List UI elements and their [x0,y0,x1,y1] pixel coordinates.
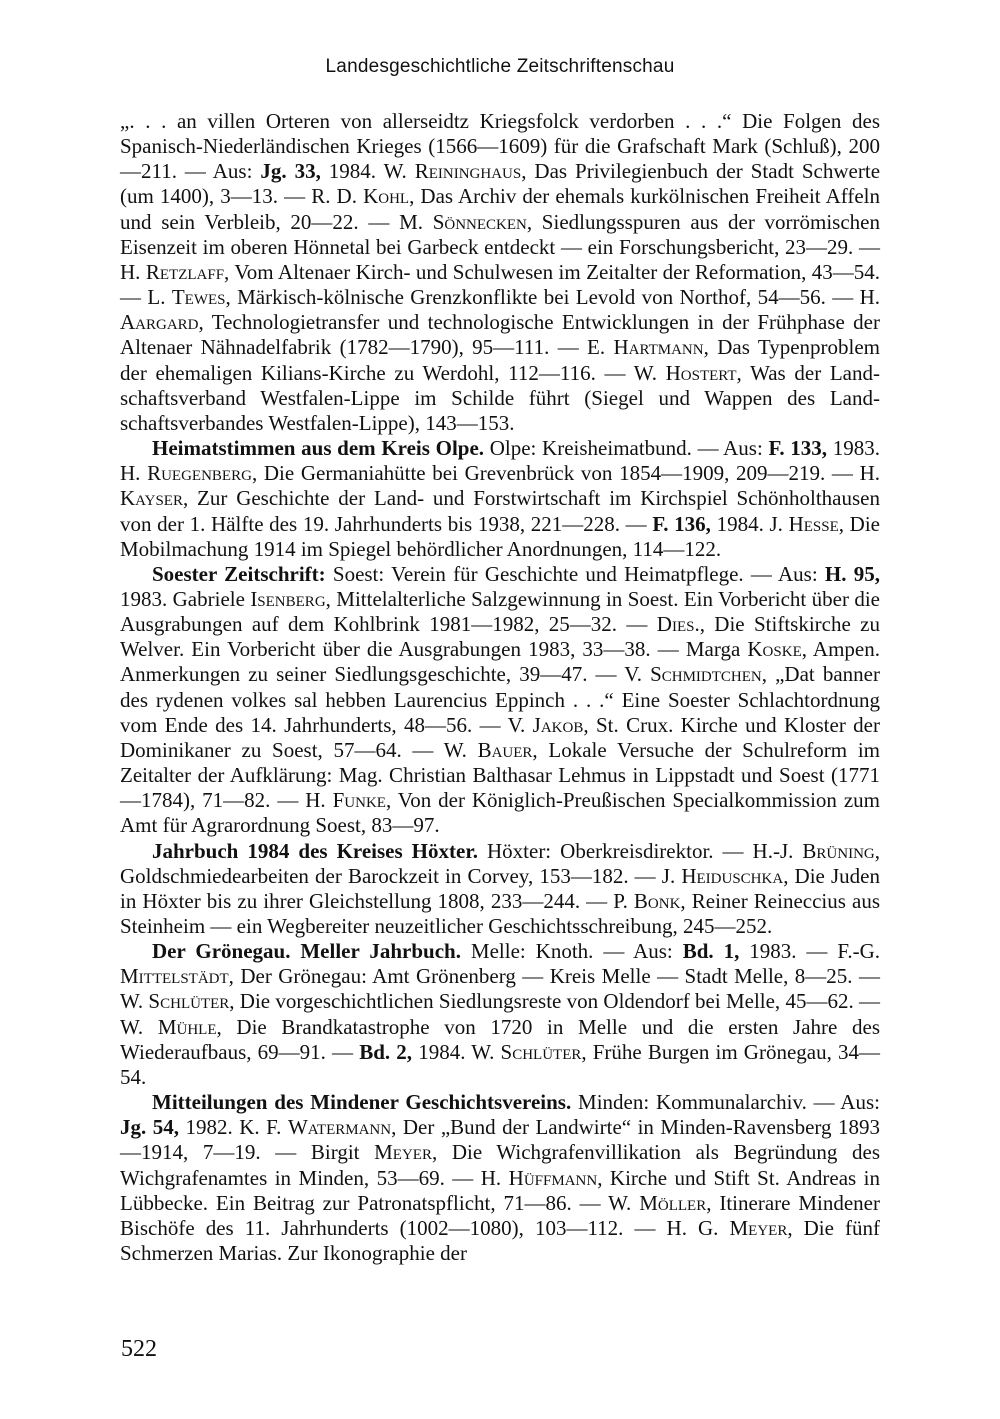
author-name: Brüning [802,838,875,863]
author-name: Tewes [171,285,226,310]
author-name: Dies. [656,612,700,637]
author-name: Meyer [374,1140,432,1165]
journal-title: Soester Zeitschrift: [152,561,326,586]
bibliography-entry [120,562,880,839]
volume-ref: Bd. 2, [359,1039,413,1064]
entry-text: , Die Germaniahütte bei Grevenbrück von 1854—1909, 209—219. — H. [251,461,880,486]
entry-text: , Reiner Reineccius aus Steinheim — ein Wegbereiter neuzeitlicher Geschichtsschreibung, 245—252. [120,888,880,938]
entry-text: , Die vorgeschichtlichen Siedlungsreste von Oldendorf bei Melle, 45—62. — W. [120,989,880,1039]
entry-text: , Die Stiftskirche zu Welver. Ein Vorbericht über die Ausgrabungen 1983, 33—38. — Marga [120,612,880,662]
entry-text: , Das Typenproblem der ehemaligen Kilians-Kirche zu Werdohl, 112—116. — W. [120,335,880,385]
volume-ref: Jg. 33, [260,159,321,184]
running-head: Landesgeschichtliche Zeitschriftenschau [325,56,675,77]
entry-text: Höxter: Oberkreisdirektor. — H.-J. [477,838,803,863]
volume-ref: Bd. 1, [682,939,740,964]
author-name: Meyer [729,1215,788,1240]
entry-text: „. . . an villen Orteren von allerseidtz Kriegsfolck verdorben . . .“ Die Folgen des Spanisch-Niederländischen Krieges (1566—1609) für die Grafschaft Mark (Schluß), 200—211. — Aus: [120,109,880,184]
author-name: Isenberg [250,586,326,611]
bibliography-entry [120,939,880,1090]
author-name: Jakob [532,712,584,737]
author-name: Möller [639,1190,707,1215]
entry-text: , Die fünf Schmerzen Marias. Zur Ikonographie der [120,1215,880,1266]
entry-text: 1982. K. F. [179,1115,288,1140]
author-name: Schlüter [500,1039,582,1064]
author-name: Watermann [287,1115,392,1140]
entry-text: , Die Mobilmachung 1914 im Spiegel behördlicher Anordnungen, 114—122. [120,511,880,561]
entry-text: , Mittelalterliche Salzgewinnung in Soest. Ein Vorbericht über die Ausgrabungen auf dem Kohlbrink 1981—1982, 25—32. — [120,586,880,637]
entry-text: , Ampen. Anmerkungen zu seiner Siedlungsgeschichte, 39—47. — V. [120,637,880,687]
volume-ref: F. 136, [652,511,711,536]
bibliography-entry [120,436,880,562]
author-name: Hüffmann [508,1165,598,1190]
entry-text: , Was der Landschaftsverband Westfalen-Lippe im Schilde führt (Siegel und Wappen des Landschaftsverbandes Westfalen-Lippe), 143—153. [120,360,880,435]
volume-ref: H. 95, [824,561,880,586]
entry-text: Melle: Knoth. — Aus: [460,939,683,964]
author-name: Koske [747,637,802,662]
author-name: Reininghaus [414,159,522,184]
entry-text: , St. Crux. Kirche und Kloster der Dominikaner zu Soest, 57—64. — W. [120,712,880,762]
entry-text: , Goldschmiedearbeiten der Barockzeit in Corvey, 153—182. — J. [120,838,880,888]
entry-text: Olpe: Kreisheimatbund. — Aus: [484,436,769,461]
author-name: Mittelstädt [120,964,229,989]
entry-text: , Die Juden in Höxter bis zu ihrer Gleichstellung 1808, 233—244. — P. [120,863,880,913]
author-name: Funke [332,788,386,813]
entry-text: , „Dat banner des rydenen volkes sal hebben Laurencius Eppinch . . .“ Eine Soester Schlachtordnung vom Ende des 14. Jahrhunderts, 48—56. — V. [120,662,880,737]
author-name: Schlüter [148,989,230,1014]
entry-text: , Zur Geschichte der Land- und Forstwirtschaft im Kirchspiel Schönholthausen von der 1. Hälfte des 19. Jahrhunderts bis 1938, 221—228. — [120,486,880,536]
entry-text: , Kirche und Stift St. Andreas in Lübbecke. Ein Beitrag zur Patronatspflicht, 71—86. — W. [120,1165,880,1215]
entry-text: , Der „Bund der Landwirte“ in Minden-Ravensberg 1893—1914, 7—19. — Birgit [120,1115,881,1165]
entry-text: , Technologietransfer und technologische Entwicklungen in der Frühphase der Altenaer Nähnadelfabrik (1782—1790), 95—111. — E. [120,310,880,360]
entry-text: , Lokale Versuche der Schulreform im Zeitalter der Aufklärung: Mag. Christian Balthasar Lehmus in Lippstadt und Soest (1771—1784), 71—82. — H. [120,737,880,813]
author-name: Kohl [363,184,410,209]
entry-text: , Von der Königlich-Preußischen Specialkommission zum Amt für Agrarordnung Soest, 83—97. [120,788,880,838]
author-name: Hostert [665,360,737,385]
journal-title: Jahrbuch 1984 des Kreises Höxter. [152,838,478,863]
entry-text: , Die Brandkatastrophe von 1720 in Melle und die ersten Jahre des Wiederaufbaus, 69—91. — [120,1014,880,1064]
entry-text: 1983. H. [120,436,880,486]
author-name: Aargard [120,310,199,335]
bibliography-entry [120,1090,880,1266]
entry-text: 1984. J. [710,511,789,536]
entry-text: , Märkisch-kölnische Grenzkonflikte bei Levold von Northof, 54—56. — H. [225,285,881,310]
journal-title: Der Grönegau. Meller Jahrbuch. [152,939,461,964]
entry-text: , Frühe Burgen im Grönegau, 34—54. [120,1039,881,1089]
entry-text: Soest: Verein für Geschichte und Heimatpflege. — Aus: [325,561,825,586]
volume-ref: F. 133, [768,436,828,461]
author-name: Heiduschka [681,863,784,888]
entry-text: , Der Grönegau: Amt Grönenberg — Kreis Melle — Stadt Melle, 8—25. — W. [120,964,880,1014]
journal-title: Heimatstimmen aus dem Kreis Olpe. [152,436,485,461]
bibliography-entry [120,109,880,436]
author-name: Ruegenberg [147,461,252,486]
entry-text: , Siedlungsspuren aus der vorrömischen Eisenzeit im oberen Hönnetal bei Garbeck entdeckt — ein Forschungsbericht, 23—29. — H. [120,209,880,284]
entry-text: , Das Privilegienbuch der Stadt Schwerte (um 1400), 3—13. — R. D. [120,159,881,209]
bibliography-entry [120,839,880,940]
author-name: Mühle [157,1014,217,1039]
author-name: Schmidtchen [650,662,762,687]
entry-text: Minden: Kommunalarchiv. — Aus: [571,1090,880,1115]
entry-text: 1984. W. [320,159,415,184]
volume-ref: Jg. 54, [120,1115,180,1140]
entry-text: 1983. — F.-G. [739,939,881,964]
page-number: 522 [121,1336,157,1362]
author-name: Kayser [120,486,183,511]
author-name: Bauer [477,737,533,762]
entry-text: , Vom Altenaer Kirch- und Schulwesen im Zeitalter der Reformation, 43—54. — L. [120,259,880,310]
journal-title: Mitteilungen des Mindener Geschichtsvereins. [152,1090,572,1115]
author-name: Retzlaff [145,259,225,284]
entry-text: , Das Archiv der ehemals kurkölnischen Freiheit Affeln und sein Verbleib, 20—22. — M. [120,184,880,234]
author-name: Hartmann [613,335,704,360]
page-body [120,109,880,1266]
entry-text: 1983. Gabriele [120,586,251,611]
entry-text: , Itinerare Mindener Bischöfe des 11. Jahrhunderts (1002—1080), 103—112. — H. G. [120,1190,880,1240]
entry-text: 1984. W. [412,1039,501,1064]
author-name: Sönnecken [432,209,527,234]
entry-text: , Die Wichgrafenvillikation als Begründung des Wichgrafenamtes in Minden, 53—69. — H. [120,1140,881,1190]
author-name: Bonk [633,888,681,913]
author-name: Hesse [788,511,839,536]
